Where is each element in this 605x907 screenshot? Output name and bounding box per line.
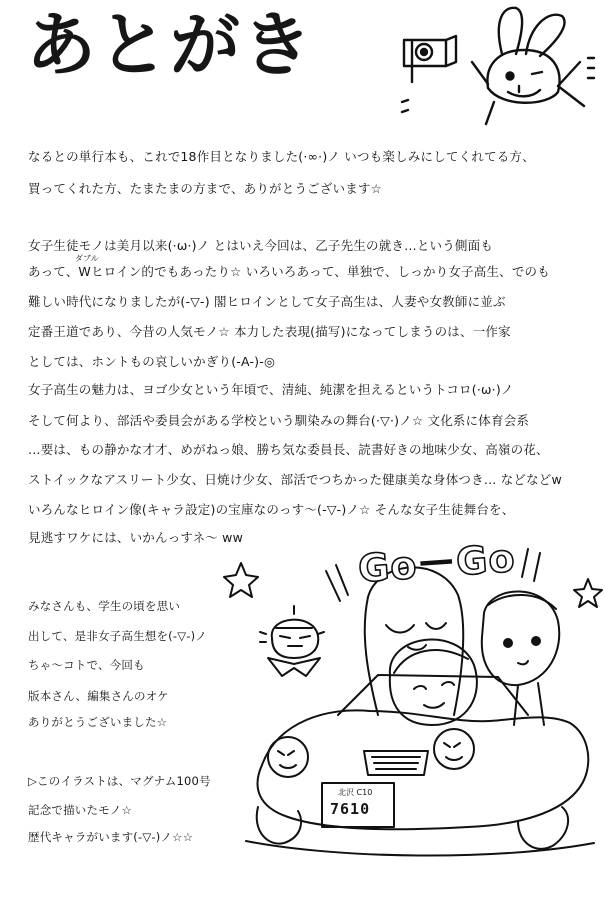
paragraph1-line: なるとの単行本も、これで18作目となりました(·∞·)ノ いつも楽しみにしてくれてる方、 bbox=[28, 149, 535, 164]
paragraph2-line: 難しい時代になりましたが(-▽-) 閣ヒロインとして女子高生は、人妻や女教師に並ぶ bbox=[28, 294, 506, 309]
masked-hero-icon bbox=[254, 602, 334, 680]
license-plate-number: 7610 bbox=[330, 800, 371, 818]
paragraph2-line: 女子生徒モノは美月以来(·ω·)ノ とはいえ今回は、乙子先生の就き…という側面も bbox=[28, 238, 494, 253]
paragraph4-line: みなさんも、学生の頃を思い bbox=[28, 599, 181, 613]
paragraph5-line: 歴代キャラがいます(-▽-)ノ☆☆ bbox=[28, 830, 194, 844]
license-plate-region: 北沢 C10 bbox=[338, 788, 373, 797]
paragraph3-line: ストイックなアスリート少女、日焼け少女、部活でつちかった健康美な身体つき… などなどw bbox=[28, 472, 562, 487]
paragraph1-line: 買ってくれた方、たまたまの方まで、ありがとうございます☆ bbox=[28, 181, 383, 196]
paragraph4-line: ありがとうございました☆ bbox=[28, 715, 168, 729]
paragraph3-line: 見逃すワケには、いかんっすネ〜 ww bbox=[28, 530, 244, 545]
paragraph5-line: 記念で描いたモノ☆ bbox=[28, 803, 132, 817]
paragraph3-line: いろんなヒロイン像(キャラ設定)の宝庫なのっす〜(-▽-)ノ☆ そんな女子生徒舞台を、 bbox=[28, 502, 515, 517]
ruby-annotation: ダブル bbox=[75, 254, 99, 263]
page-title: あとがき bbox=[26, 3, 314, 86]
paragraph2-line: 定番王道であり、今昔の人気モノ☆ 本力した表現(描写)になってしまうのは、一作家 bbox=[28, 324, 511, 339]
rabbit-mascot-icon bbox=[398, 2, 598, 130]
speech-bubble-text: Go－Go bbox=[356, 535, 517, 591]
paragraph3-line: 女子高生の魅力は、ヨゴ少女という年頃で、清純、純潔を担えるというトコロ(·ω·)ノ bbox=[28, 382, 514, 397]
paragraph5-line: ▷このイラストは、マグナム100号 bbox=[28, 774, 211, 788]
paragraph4-line: 出して、是非女子高生想を(-▽-)ノ bbox=[28, 629, 207, 643]
paragraph2-line: としては、ホントもの哀しいかぎり(-A-)-◎ bbox=[28, 354, 276, 369]
paragraph4-line: 版本さん、編集さんのオケ bbox=[28, 689, 169, 703]
paragraph3-line: …要は、もの静かな才才、めがねっ娘、勝ち気な委員長、読書好きの地味少女、高嶺の花、 bbox=[28, 442, 549, 457]
paragraph2-line: あって、Wヒロイン的でもあったり☆ いろいろあって、単独で、しっかり女子高生、でのも bbox=[28, 264, 550, 279]
paragraph4-line: ちゃ〜コトで、今回も bbox=[28, 658, 145, 672]
paragraph3-line: そして何より、部活や委員会がある学校という馴染みの舞台(·▽·)ノ☆ 文化系に体育会系 bbox=[28, 413, 530, 428]
